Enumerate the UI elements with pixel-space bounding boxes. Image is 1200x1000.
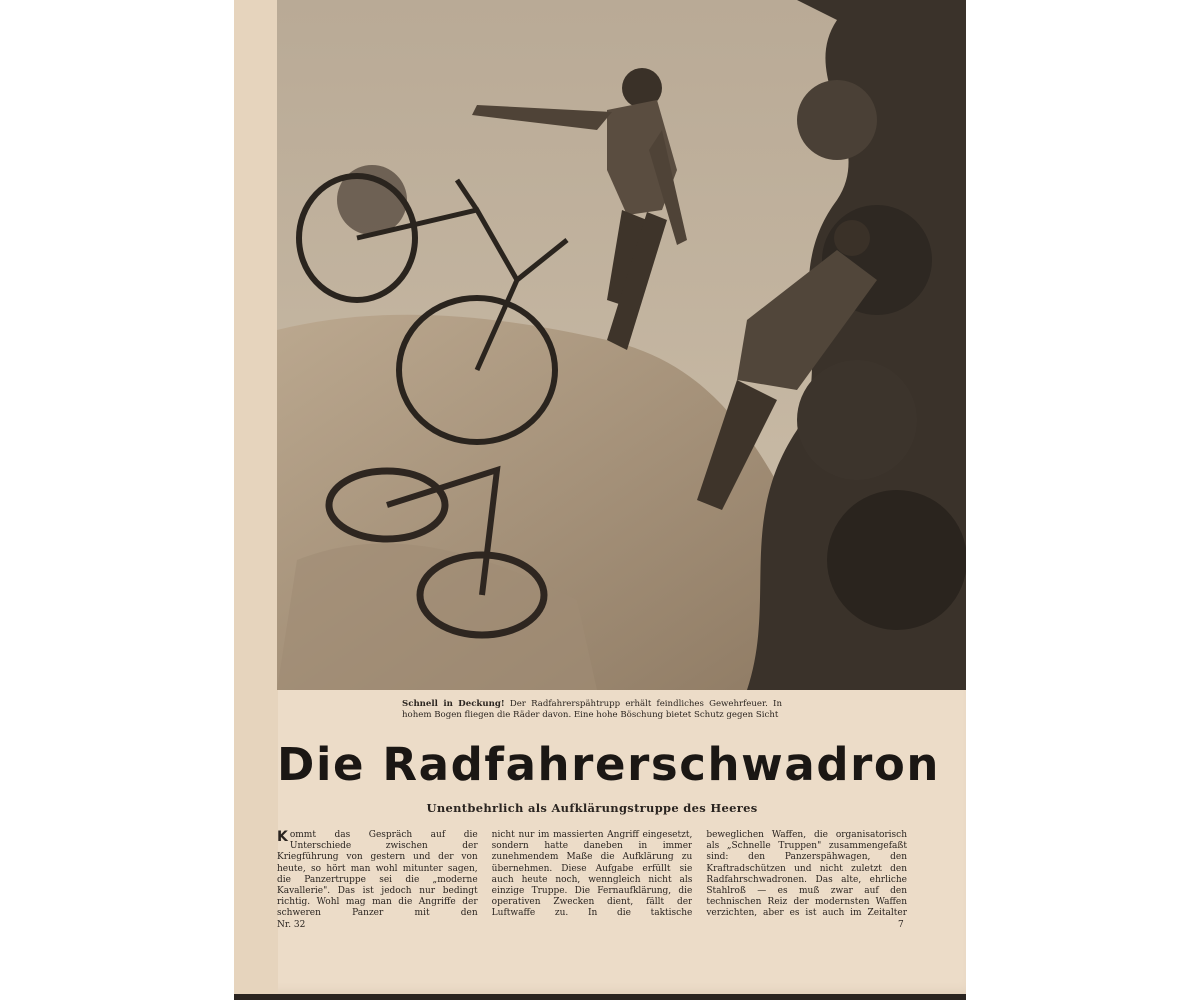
caption-lead: Schnell in Deckung! [402,699,505,709]
article-column-2: nicht nur im massierten Angriff eingesetzt, sondern hatte daneben in immer zunehmendem Maße die Aufklärung zu übernehmen. Diese Aufgabe erfüllt sie auch heute noch, wenngleich nicht als einzige Truppe. Die Fernaufklärung, die operativen Zwecken dient, fällt der Luftwaffe zu. In die taktische [491,830,693,918]
page-number: 7 [898,920,904,930]
drop-cap: K [277,830,288,845]
page-bottom-edge [234,994,966,1000]
column-1-text: ommt das Gespräch auf die Unterschiede zwischen der Kriegführung von gestern und der von heute, so hört man wohl mitunter sagen, die Panzertruppe sei die „moderne Kavallerie". Das ist jedoch nur bedingt richtig. Wohl mag man die Angriffe der schweren Panzer mit den [277,830,478,918]
caption-text: Der Radfahrerspähtrupp erhält feindliches Gewehrfeuer. In hohem Bogen fliegen die Räder davon. Eine hohe Böschung bietet Schutz gegen Sicht [402,699,782,720]
article-body [277,830,907,918]
article-column-1 [277,830,478,918]
page-gutter [234,0,278,994]
article-title: Die Radfahrerschwadron [277,738,941,791]
photo-soldiers-bicycles [277,0,966,690]
issue-number: Nr. 32 [277,920,306,930]
article-subtitle: Unentbehrlich als Aufklärungstruppe des Heeres [426,801,758,815]
article-column-3: beweglichen Waffen, die organisatorisch als „Schnelle Truppen" zusammengefaßt sind: den Panzerspähwagen, den Kraftradschützen und nicht zuletzt den Radfahrschwadronen. Das alte, ehrliche Stahlroß — es muß zwar auf den technischen Reiz der modernsten Waffen verzichten, aber es ist auch im Zeitalter [706,830,908,918]
photo-caption [402,699,782,721]
